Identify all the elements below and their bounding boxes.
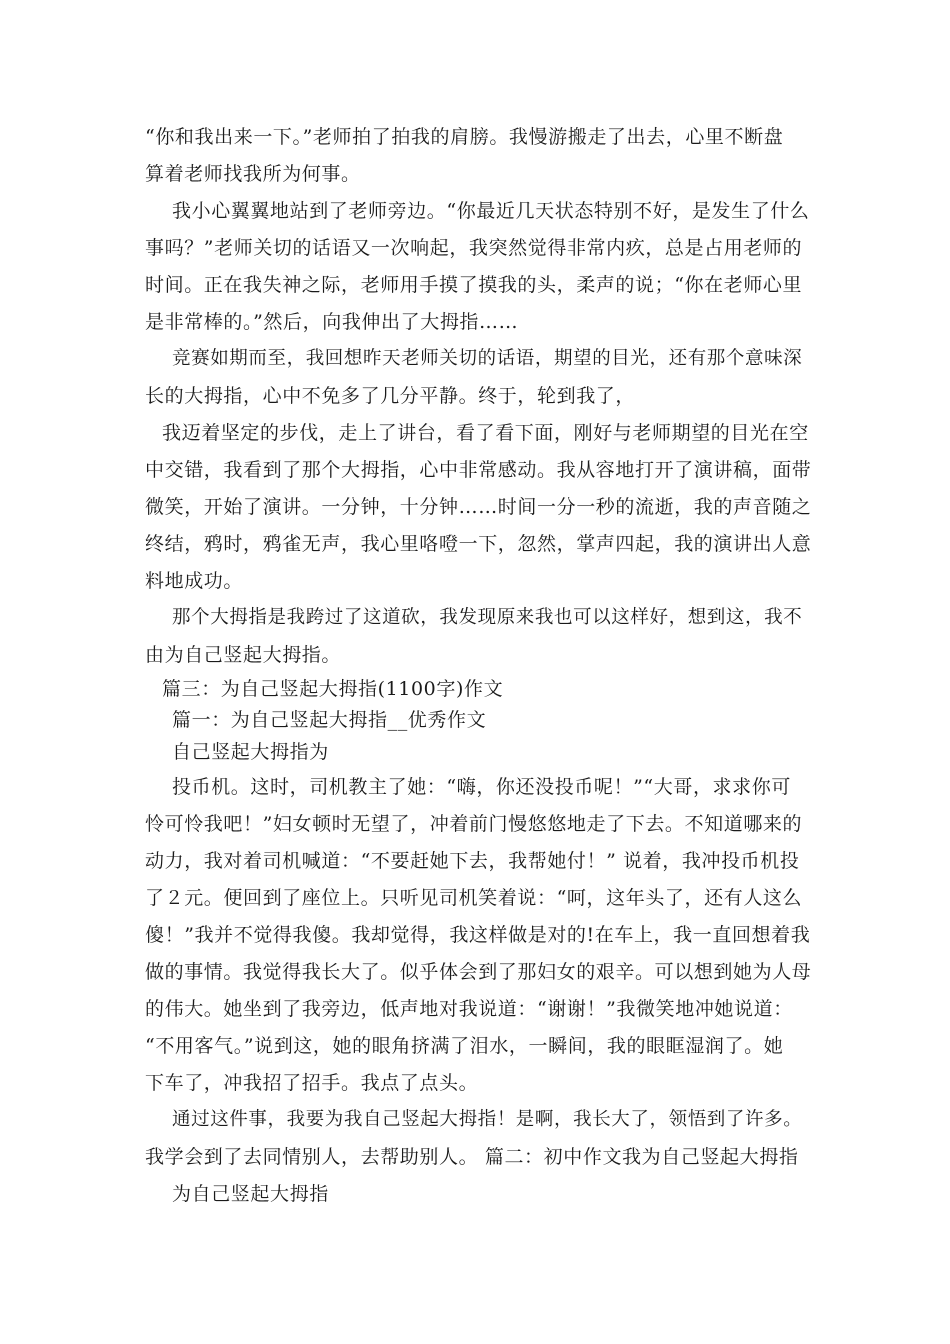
text-line: 我小心翼翼地站到了老师旁边。“你最近几天状态特别不好，是发生了什么 bbox=[172, 200, 810, 222]
text-line: 事吗？”老师关切的话语又一次响起，我突然觉得非常内疚，总是占用老师的 bbox=[145, 237, 803, 259]
text-line: 了２元。便回到了座位上。只听见司机笑着说：“呵，这年头了，还有人这么 bbox=[145, 887, 803, 909]
text-line: 长的大拇指，心中不免多了几分平静。终于，轮到我了， bbox=[145, 385, 636, 407]
text-line: 下车了，冲我招了招手。我点了点头。 bbox=[145, 1072, 479, 1094]
text-line: 微笑，开始了演讲。一分钟，十分钟……时间一分一秒的流逝，我的声音随之 bbox=[145, 496, 812, 518]
text-line: 投币机。这时，司机教主了她：“嗨，你还没投币呢！”“大哥，求求你可 bbox=[172, 776, 791, 798]
text-line: 我迈着坚定的步伐，走上了讲台，看了看下面，刚好与老师期望的目光在空 bbox=[162, 422, 809, 444]
text-line: 做的事情。我觉得我长大了。似乎体会到了那妇女的艰辛。可以想到她为人母 bbox=[145, 961, 812, 983]
text-line: 我学会到了去同情别人，去帮助别人。 篇二：初中作文我为自己竖起大拇指 bbox=[145, 1146, 799, 1168]
text-line: 竞赛如期而至，我回想昨天老师关切的话语，期望的目光，还有那个意味深 bbox=[172, 348, 803, 369]
text-line: “你和我出来一下。”老师拍了拍我的肩膀。我慢游搬走了出去，心里不断盘 bbox=[145, 126, 784, 148]
text-line: 自己竖起大拇指为 bbox=[172, 741, 329, 763]
text-line: “不用客气。”说到这，她的眼角挤满了泪水，一瞬间，我的眼眶湿润了。她 bbox=[145, 1035, 784, 1057]
text-line: 动力，我对着司机喊道：“不要赶她下去，我帮她付！” 说着，我冲投币机投 bbox=[145, 850, 800, 872]
text-line: 料地成功。 bbox=[145, 570, 244, 592]
text-line: 的伟大。她坐到了我旁边，低声地对我说道：“谢谢！”我微笑地冲她说道： bbox=[145, 998, 793, 1020]
text-line: 算着老师找我所为何事。 bbox=[145, 163, 361, 185]
text-line: 傻！”我并不觉得我傻。我却觉得，我这样做是对的!在车上，我一直回想着我 bbox=[145, 924, 811, 946]
text-line: 那个大拇指是我跨过了这道砍，我发现原来我也可以这样好，想到这，我不 bbox=[172, 607, 803, 628]
section-heading: 篇一：为自己竖起大拇指__优秀作文 bbox=[172, 709, 487, 731]
text-line: 是非常棒的。”然后，向我伸出了大拇指…… bbox=[145, 311, 519, 333]
text-line: 时间。正在我失神之际，老师用手摸了摸我的头，柔声的说；“你在老师心里 bbox=[145, 274, 803, 296]
text-line: 终结，鸦时，鸦雀无声，我心里咯噔一下，忽然，掌声四起，我的演讲出人意 bbox=[145, 533, 812, 555]
section-heading: 篇三：为自己竖起大拇指(1100字)作文 bbox=[162, 678, 504, 700]
text-line: 由为自己竖起大拇指。 bbox=[145, 644, 342, 666]
text-line: 为自己竖起大拇指 bbox=[172, 1183, 329, 1205]
text-line: 怜可怜我吧！”妇女顿时无望了，冲着前门慢悠悠地走了下去。不知道哪来的 bbox=[145, 813, 803, 835]
text-line: 通过这件事，我要为我自己竖起大拇指！是啊，我长大了，领悟到了许多。 bbox=[172, 1109, 803, 1130]
text-line: 中交错，我看到了那个大拇指，心中非常感动。我从容地打开了演讲稿，面带 bbox=[145, 459, 812, 481]
